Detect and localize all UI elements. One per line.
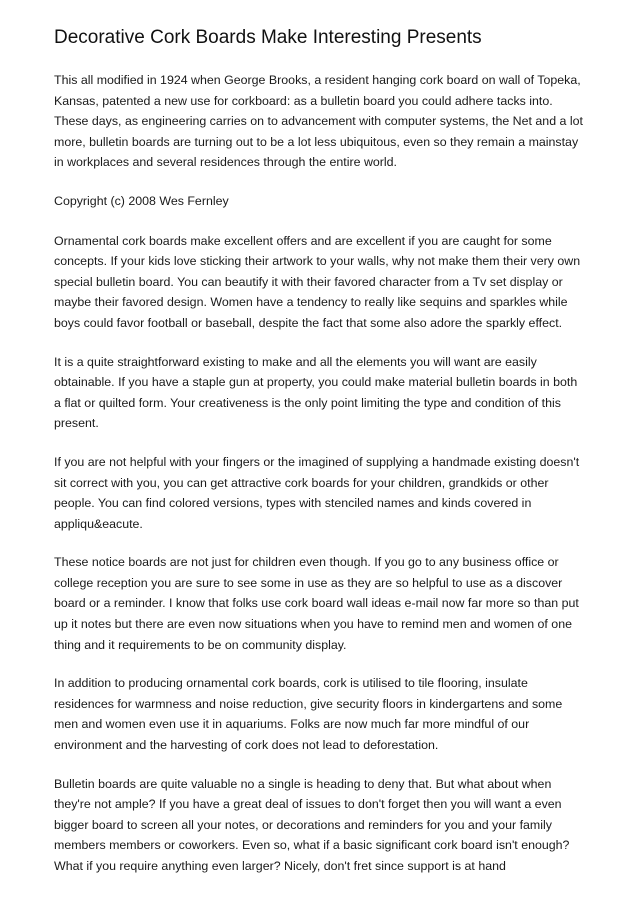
paragraph-copyright: Copyright (c) 2008 Wes Fernley	[54, 193, 229, 208]
document-title: Decorative Cork Boards Make Interesting Presents	[54, 27, 482, 48]
document-page	[54, 26, 586, 895]
paragraph-buy-boards: If you are not helpful with your fingers or the imagined of supplying a handmade existing doesn't sit correct with you, you can get attractive cork boards for your children, grandkids or other people. You can find colored versions, types with stenciled names and kinds covered in appliqu&eacute.	[54, 454, 580, 531]
paragraph-notice-boards: These notice boards are not just for children even though. If you go to any business office or college reception you are sure to see some in use as they are so helpful to use as a discover board or a reminder. I know that folks use cork board wall ideas e-mail now far more so than put up it notes but there are even now situations when you have to remind men and women of one thing and it requirements to be on community display.	[54, 555, 579, 652]
paragraph-bigger-boards: Bulletin boards are quite valuable no a single is heading to deny that. But what about when they're not ample? If you have a great deal of issues to don't forget then you will want a even bigger board to screen all your notes, or decorations and reminders for you and your family members members or coworkers. Even so, what if a basic significant cork board isn't enough? What if you require anything even larger? Nicely, don't fret since support is at hand	[54, 776, 570, 873]
paragraph-easy-to-make: It is a quite straightforward existing to make and all the elements you will want are easily obtainable. If you have a staple gun at property, you could make material bulletin boards in both a flat or quilted form. Your creativeness is the only point limiting the type and condition of this present.	[54, 354, 578, 431]
paragraph-ornamental-boards: Ornamental cork boards make excellent offers and are excellent if you are caught for some concepts. If your kids love sticking their artwork to your walls, why not make them their very own special bulletin board. You can beautify it with their favored character from a Tv set display or maybe their favored design. Women have a tendency to really like sequins and sparkles while boys could favor football or baseball, despite the fact that some also adore the sparkly effect.	[54, 233, 581, 330]
paragraph-cork-uses: In addition to producing ornamental cork boards, cork is utilised to tile flooring, insulate residences for warmness and noise reduction, give security floors in kindergartens and some men and women even use it in aquariums. Folks are now much far more mindful of our environment and the harvesting of cork does not lead to deforestation.	[54, 676, 563, 753]
paragraph-intro: This all modified in 1924 when George Brooks, a resident hanging cork board on wall of Topeka, Kansas, patented a new use for corkboard: as a bulletin board you could adhere tacks into. These days, as engineering carries on to advancement with computer systems, the Net and a lot more, bulletin boards are turning out to be a lot less ubiquitous, even so they remain a mainstay in workplaces and several residences through the entire world.	[54, 73, 583, 170]
